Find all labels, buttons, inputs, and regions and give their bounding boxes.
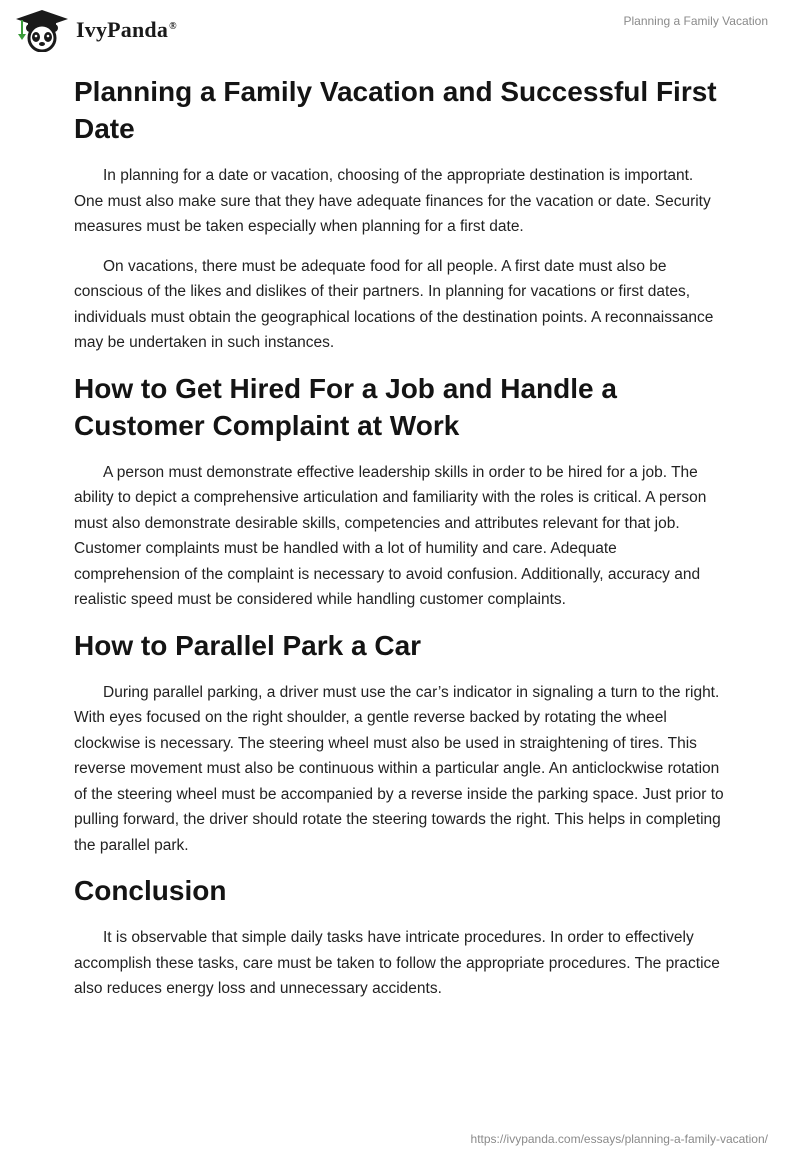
source-url-link[interactable]: https://ivypanda.com/essays/planning-a-family-vacation/: [470, 1132, 768, 1146]
section-job-hiring: [74, 370, 726, 613]
logo[interactable]: [14, 8, 177, 52]
section-conclusion: [74, 872, 726, 1002]
essay-body: [74, 70, 726, 1016]
section-heading: Planning a Family Vacation and Successful First Date: [74, 76, 717, 144]
running-title: Planning a Family Vacation: [623, 14, 768, 28]
paragraph: On vacations, there must be adequate food for all people. A first date must also be conscious of the likes and dislikes of their partners. In planning for vacations or first dates, individuals must obtain the geographical locations of the destination points. A reconnaissance may be undertaken in such instances.: [74, 257, 714, 351]
paragraph: A person must demonstrate effective leadership skills in order to be hired for a job. The ability to depict a comprehensive articulation and familiarity with the roles is critical. A person must also demonstrate desirable skills, competencies and attributes relevant for that job. Customer complaints must be handled with a lot of humility and care. Adequate comprehension of the complaint is necessary to avoid confusion. Additionally, accuracy and realistic speed must be considered while handling customer complaints.: [74, 463, 707, 608]
paragraph: It is observable that simple daily tasks have intricate procedures. In order to effectively accomplish these tasks, care must be taken to follow the appropriate procedures. The practice also reduces energy loss and unnecessary accidents.: [74, 929, 720, 997]
brand-name: IvyPanda®: [76, 17, 177, 42]
paragraph: During parallel parking, a driver must use the car’s indicator in signaling a turn to the right. With eyes focused on the right shoulder, a gentle reverse backed by rotating the wheel clockwise is necessary. The steering wheel must also be used in straightening of tires. This reverse movement must also be continuous within a particular angle. An anticlockwise rotation of the steering wheel must be accompanied by a reverse inside the parking space. Just prior to pulling forward, the driver should rotate the steering towards the right. This helps in completing the parallel park.: [74, 683, 724, 854]
paragraph: In planning for a date or vacation, choosing of the appropriate destination is important. One must also make sure that they have adequate finances for the vacation or date. Security measures must be taken especially when planning for a first date.: [74, 167, 711, 235]
section-parallel-park: [74, 627, 726, 859]
panda-logo-icon: [14, 8, 70, 52]
section-heading: How to Get Hired For a Job and Handle a Customer Complaint at Work: [74, 372, 617, 441]
section-heading: How to Parallel Park a Car: [74, 629, 422, 661]
section-family-vacation: [74, 73, 726, 356]
page-header: [0, 0, 800, 70]
section-heading: Conclusion: [74, 875, 227, 906]
